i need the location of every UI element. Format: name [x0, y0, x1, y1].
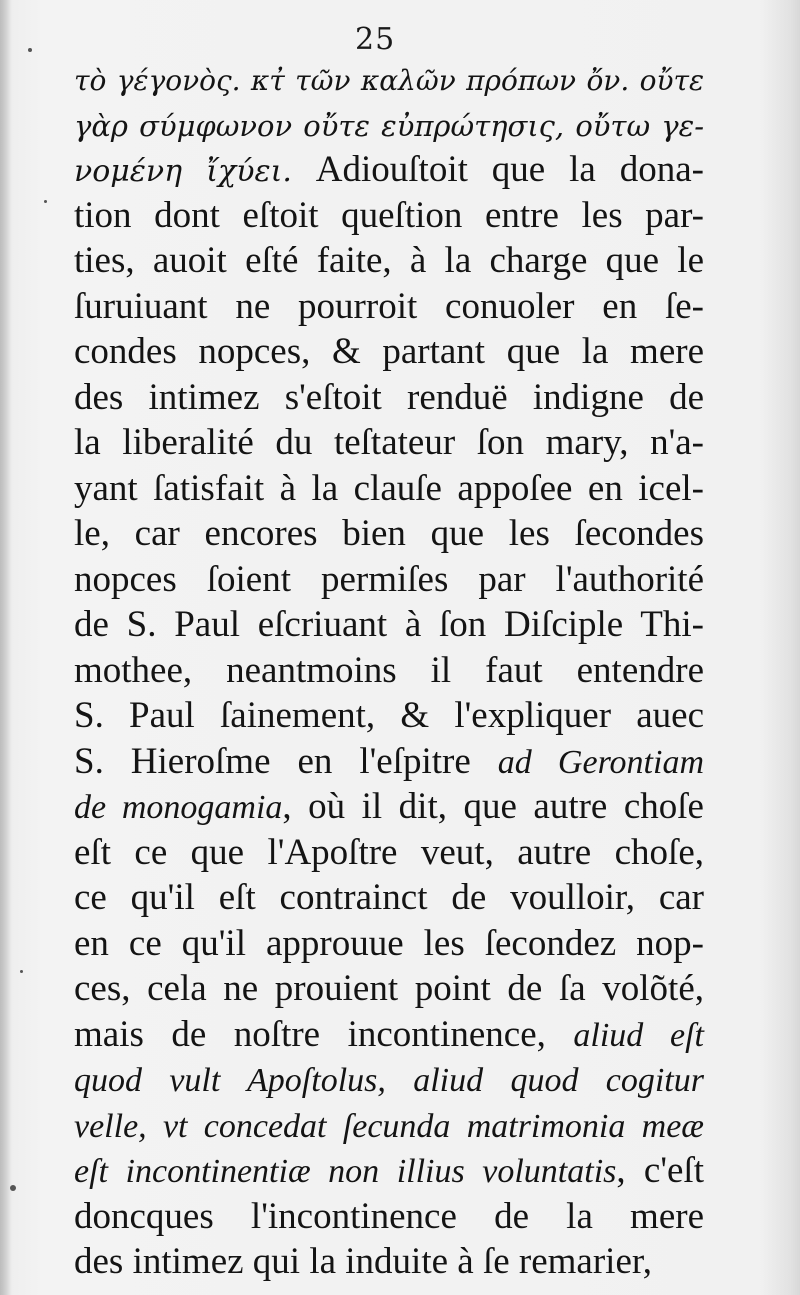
- text-line: [74, 466, 704, 512]
- text-segment: en ce qu'il approuue les ſecondez nop-: [74, 922, 704, 964]
- text-line: [74, 739, 704, 785]
- text-segment: ce qu'il eſt contrainct de voulloir, car: [74, 877, 704, 918]
- text-segment: des intimez qui la induite à ſe remarier,: [74, 1241, 652, 1282]
- text-line: [74, 1194, 704, 1240]
- text-segment: S. Hieroſme en l'eſpitre: [74, 740, 498, 782]
- ink-speck: [44, 200, 47, 203]
- spine-shadow: [0, 0, 12, 1295]
- text-line: [74, 875, 704, 921]
- latin-quotation: ad Gerontiam: [497, 743, 704, 781]
- text-line: [74, 56, 704, 102]
- latin-quotation: quod vult Apoſtolus, aliud quod cogitur: [74, 1062, 704, 1099]
- text-line: [74, 602, 704, 648]
- text-line: [74, 511, 704, 557]
- text-segment: , c'eſt: [616, 1150, 704, 1191]
- text-segment: des intimez s'eſtoit renduë indigne de: [74, 376, 704, 418]
- text-line: [74, 238, 704, 284]
- latin-quotation: aliud eſt: [573, 1016, 704, 1054]
- text-line: [74, 830, 704, 876]
- text-line: [74, 966, 704, 1012]
- text-segment: ces, cela ne prouient point de ſa volõté,: [74, 968, 704, 1009]
- text-line: [74, 193, 704, 239]
- text-segment: le, car encores bien que les ſecondes: [74, 513, 704, 554]
- text-line: [74, 1103, 704, 1149]
- text-segment: yant ſatisfait à la clauſe appoſee en icel-: [74, 467, 704, 509]
- greek-quotation: νομένη ἴχύει.: [74, 154, 292, 189]
- body-text: [74, 56, 704, 1285]
- text-segment: tion dont eſtoit queſtion entre les par-: [74, 194, 704, 236]
- text-segment: ſuruiuant ne pourroit conuoler en ſe-: [74, 285, 704, 327]
- text-segment: , où il dit, que autre choſe: [282, 786, 704, 827]
- greek-quotation: γὰρ σύμφωνον οὔτε εὐπρώτησις, οὔτω γε-: [74, 108, 704, 143]
- text-segment: doncques l'incontinence de la mere: [74, 1195, 704, 1237]
- text-segment: ties, auoit eſté faite, à la charge que le: [74, 240, 704, 281]
- text-line: [74, 1057, 704, 1103]
- text-line: [74, 557, 704, 603]
- text-line: [74, 420, 704, 466]
- text-line: [74, 1148, 704, 1194]
- text-line: [74, 648, 704, 694]
- text-line: [74, 921, 704, 967]
- text-line: [74, 693, 704, 739]
- text-segment: S. Paul ſainement, & l'expliquer auec: [74, 695, 704, 736]
- text-line: [74, 147, 704, 193]
- latin-quotation: eſt incontinentiæ non illius voluntatis: [74, 1153, 617, 1190]
- text-segment: de S. Paul eſcriuant à ſon Diſciple Thi-: [74, 604, 704, 645]
- text-line: [74, 284, 704, 330]
- latin-quotation: velle, vt concedat ſecunda matrimonia meæ: [74, 1107, 704, 1145]
- text-line: [74, 329, 704, 375]
- text-segment: mothee, neantmoins il faut entendre: [74, 649, 704, 691]
- text-line: [74, 1012, 704, 1058]
- text-segment: la liberalité du teſtateur ſon mary, n'a-: [74, 422, 704, 463]
- ink-speck: [28, 48, 32, 52]
- ink-speck: [10, 1185, 16, 1191]
- text-segment: Adiouſtoit que la dona-: [291, 149, 704, 190]
- text-line: [74, 784, 704, 830]
- page-number: 25: [355, 22, 396, 57]
- ink-speck: [20, 970, 23, 973]
- latin-quotation: de monogamia: [74, 789, 283, 826]
- text-segment: nopces ſoient permiſes par l'authorité: [74, 558, 704, 600]
- text-line: [74, 375, 704, 421]
- text-segment: mais de noſtre incontinence,: [74, 1013, 574, 1055]
- text-line: [74, 102, 704, 148]
- greek-quotation: τὸ γέγονὸς. κτ̓ τῶν καλῶν πρόπων ὄν. οὔτε: [74, 64, 704, 97]
- text-line: [74, 1239, 704, 1285]
- text-segment: condes nopces, & partant que la mere: [74, 331, 704, 372]
- text-segment: eſt ce que l'Apoſtre veut, autre choſe,: [74, 831, 704, 873]
